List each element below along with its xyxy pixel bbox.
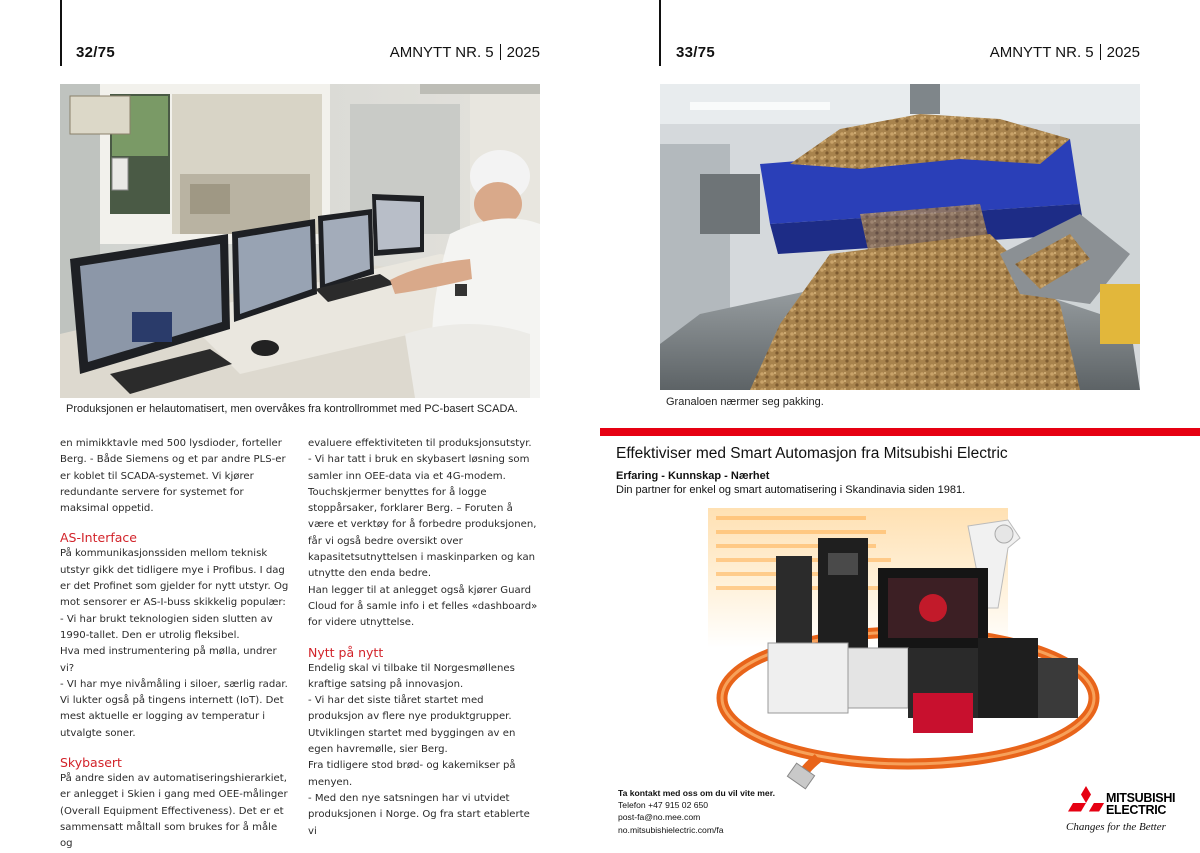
- article-column-2: [308, 436, 540, 840]
- page-number: 32/75: [76, 44, 116, 61]
- logo-line-1: MITSUBISHI: [1106, 791, 1176, 805]
- left-page: [0, 0, 600, 849]
- magazine-name: AMNYTT NR. 5: [389, 44, 494, 61]
- section-heading: Nytt på nytt: [308, 644, 384, 660]
- paragraph: På kommunikasjonssiden mellom teknisk utstyr gikk det tidligere mye i Profibus. I dag er det Profinet som gjelder for nytt utstyr. Og mot sensorer er AS-I-buss skikkelig populær:: [60, 548, 289, 609]
- paragraph: - Med den nye satsningen har vi utvidet produksjonen i Norge. Og fra start etablerte vi: [308, 792, 530, 837]
- paragraph: Endelig skal vi tilbake til Norgesmøllenes kraftige satsing på innovasjon.: [308, 662, 515, 690]
- contact-heading: Ta kontakt med oss om du vil vite mer.: [618, 788, 775, 798]
- ad-red-bar: [600, 428, 1200, 436]
- paragraph: Han legger til at anlegget også kjører Guard Cloud for å samle info i et felles «dashboard» for videre utnyttelse.: [308, 584, 538, 629]
- paragraph: evaluere effektiviteten til produksjonsutstyr.: [308, 438, 532, 449]
- control-room-photo: [60, 84, 540, 398]
- photo-caption: Produksjonen er helautomatisert, men overvåkes fra kontrollrommet med PC-basert SCADA.: [66, 403, 518, 415]
- ad-tagline: Din partner for enkel og smart automatisering i Skandinavia siden 1981.: [616, 484, 966, 496]
- ad-subtitle: Erfaring - Kunnskap - Nærhet: [616, 470, 770, 482]
- photo-caption: Granaloen nærmer seg pakking.: [666, 396, 824, 408]
- section-heading: AS-Interface: [60, 530, 137, 546]
- paragraph: - VI har mye nivåmåling i siloer, særlig radar. Vi lukter også på tingens internett (IoT). Det mest aktuelle er logging av temperatur i utvalgte soner.: [60, 678, 288, 739]
- three-diamonds-icon: [1068, 786, 1104, 820]
- header-rule: [659, 0, 661, 66]
- magazine-year: 2025: [506, 44, 540, 61]
- paragraph: På andre siden av automatiseringshierarkiet, er anlegget i Skien i gang med OEE-målinger (Overall Equipment Effectiveness). Det er et sammensatt måltall som brukes for å måle og: [60, 773, 288, 850]
- magazine-header: [390, 44, 540, 61]
- paragraph: Hva med instrumentering på mølla, undrer vi?: [60, 646, 277, 674]
- paragraph: - Vi har det siste tiåret startet med produksjon av flere nye produktgrupper. Utviklingen startet med byggingen av en egen havremølle, sier Berg.: [308, 695, 516, 756]
- ad-title: Effektiviser med Smart Automasjon fra Mitsubishi Electric: [616, 445, 1008, 462]
- logo-wordmark: [1106, 792, 1175, 816]
- paragraph: - Vi har tatt i bruk en skybasert løsning som samler inn OEE-data via et 4G-modem. Touchskjermer benyttes for å logge stoppårsaker, forklarer Berg. – Foruten å være et verktøy for å forbedre produksjonen, får vi også bedre oversikt over kapasitetsutnyttelsen i maskinparken og kan utnytte den enda bedre.: [308, 454, 537, 580]
- article-column-1: [60, 436, 292, 853]
- magazine-name: AMNYTT NR. 5: [989, 44, 1094, 61]
- section-heading: Skybasert: [60, 755, 122, 771]
- granola-conveyor-photo: [660, 84, 1140, 390]
- automation-products-image: [708, 508, 1102, 790]
- contact-block: [618, 787, 775, 836]
- paragraph: en mimikktavle med 500 lysdioder, forteller Berg. - Både Siemens og et par andre PLS-er er koblet til SCADA-systemet. Vi kjører redundante servere for systemet for maksimal oppetid.: [60, 438, 286, 515]
- right-page: [600, 0, 1200, 849]
- mitsubishi-logo: [1066, 784, 1196, 836]
- contact-website[interactable]: no.mitsubishielectric.com/fa: [618, 824, 724, 835]
- magazine-header: [990, 44, 1140, 61]
- page-number: 33/75: [676, 44, 716, 61]
- contact-phone: Telefon +47 915 02 650: [618, 800, 709, 811]
- paragraph: Fra tidligere stod brød- og kakemikser på menyen.: [308, 760, 516, 788]
- header-rule: [60, 0, 62, 66]
- paragraph: - Vi har brukt teknologien siden slutten av 1990-tallet. Den er utrolig fleksibel.: [60, 613, 273, 641]
- contact-email[interactable]: post-fa@no.mee.com: [618, 812, 701, 823]
- magazine-year: 2025: [1106, 44, 1140, 61]
- logo-line-2: ELECTRIC: [1106, 803, 1167, 817]
- logo-slogan: Changes for the Better: [1066, 821, 1166, 833]
